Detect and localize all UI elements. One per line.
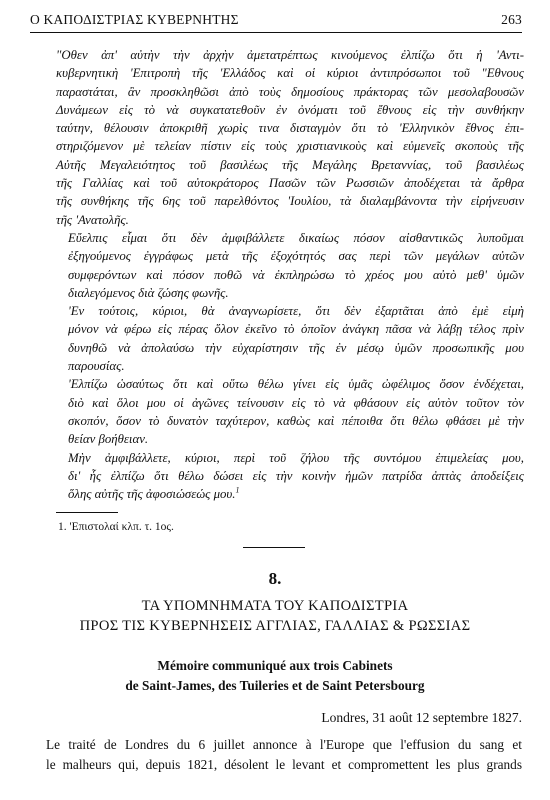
text-line: θείαν βοήθειαν.	[68, 432, 149, 447]
section-separator	[243, 547, 305, 548]
french-text	[30, 735, 522, 775]
text-line: δι' ἧς ἐλπίζω ὅτι θέλω δώσει εἰς τὴν κοινὴν ἡμῶν πατρίδα ἀπτὰς ἀποδείξεις	[68, 468, 524, 483]
text-line: Μὴν ἀμφιβάλλετε, κύριοι, περὶ τοῦ ζήλου τῆς συντόμου ἐπιμελείας μου,	[68, 450, 524, 465]
section-title	[0, 597, 550, 636]
greek-paragraph-5	[56, 449, 524, 504]
footnote-marker: 1	[235, 485, 240, 495]
running-head	[30, 12, 522, 30]
text-line: 'Εν τούτοις, κύριοι, θὰ ἀναγνωρίσετε, ὅτι δὲν ἐξαρτᾶται ἀπὸ ἐμὲ εἰμὴ	[68, 304, 524, 319]
greek-paragraph-2	[56, 229, 524, 302]
text-line: συμφερόντων καὶ πόσον ποθῶ νὰ ἐκπληρώσω τὸ χρέος μου αὐτὸ μεθ' ὑμῶν	[68, 267, 524, 282]
text-line: Αὐτῆς Μεγαλειότητος τοῦ βασιλέως τῆς Μεγάλης Βρεταννίας, τοῦ βασιλέως	[56, 157, 524, 172]
text-line: διὸ καὶ ὅλοι μου οἱ ἀγῶνες τείνουσιν εἰς τὸ νὰ φθάσουν εἰς αὐτὸν τοῦτον τὸν	[68, 395, 524, 410]
section-title-line: ΤΑ ΥΠΟΜΝΗΜΑΤΑ ΤΟΥ ΚΑΠΟΔΙΣΤΡΙΑ	[141, 598, 409, 614]
text-line: "Οθεν ἀπ' αὐτὴν τὴν ἀρχὴν ἀμετατρέπτως κινούμενος ἐλπίζω ὅτι ἡ 'Αντι-	[56, 48, 524, 62]
dateline: Londres, 31 août 12 septembre 1827.	[321, 710, 522, 725]
footnote: 1. 'Επιστολαί κλπ. τ. 1ος.	[58, 521, 174, 533]
text-line: στηριζόμενον μὲ τελείαν πίστιν εἰς τοὺς χριστιανικοὺς καὶ εὐμενεῖς σκοποὺς τῆς	[56, 139, 524, 154]
text-line: διαλεγόμενος διὰ ζώσης φωνῆς.	[68, 285, 229, 300]
text-line-content: ὅλης αὐτῆς τῆς ἀφοσιώσεώς μου.	[68, 487, 236, 502]
text-line: τῆς Γαλλίας καὶ τοῦ αὐτοκράτορος Πασῶν τῶν Ρωσσιῶν ἀποδέχεται τὰ ἄρθρα	[56, 176, 524, 191]
text-line: ταύτην, θέλουσιν ἀποκριθῆ χωρὶς τινα δισταγμὸν ὅτι τὸ 'Ελληνικὸν ἔθνος ἐπι-	[56, 121, 524, 136]
text-line: ἐξηγούμενος ἐγγράφως μετὰ τῆς ἐξοχότητός σας περὶ τῶν μεγάλων αὐτῶν	[68, 249, 524, 264]
section-title-line: ΠΡΟΣ ΤΙΣ ΚΥΒΕΡΝΗΣΕΙΣ ΑΓΓΛΙΑΣ, ΓΑΛΛΙΑΣ & ΡΩΣΣΙΑΣ	[79, 617, 471, 634]
running-head-title: Ο ΚΑΠΟΔΙΣΤΡΙΑΣ ΚΥΒΕΡΝΗΤΗΣ	[30, 12, 239, 27]
text-line: σκοπόν, ὅσον τὸ δυνατὸν ταχύτερον, καθὼς καὶ πέποιθα ὅτι θέλω φθάσει μὲ τὴν	[68, 413, 524, 428]
footnote-rule	[56, 512, 118, 513]
header-rule	[30, 32, 522, 33]
memoire-heading-line: Mémoire communiqué aux trois Cabinets	[157, 658, 393, 673]
text-line: τῆς 'Ανατολῆς.	[56, 212, 129, 227]
section-number: 8.	[268, 569, 282, 588]
french-paragraph	[30, 735, 522, 775]
text-line: δυνηθῶ νὰ ἀπολαύσω τὴν εὐχαρίστησιν τῆς ἐν μέσῳ ὑμῶν προσωπικῆς μου	[68, 340, 524, 355]
memoire-heading-line: de Saint-James, des Tuileries et de Saint Petersbourg	[125, 677, 425, 693]
text-line: le malheurs qui, depuis 1821, désolent le levant et compromettent les plus grands	[46, 756, 522, 772]
memoire-heading	[0, 656, 550, 695]
page-number: 263	[501, 12, 522, 27]
text-line: μόνον νὰ φέρω εἰς πέρας ὅλον ἐκεῖνο τὸ ὁποῖον ἀνάγκη πᾶσα νὰ λάβῃ τέλος πρὶν	[68, 322, 524, 337]
greek-paragraph-1	[56, 46, 524, 229]
text-line: τῆς συνθήκης τῆς 6ης τοῦ παρελθόντος 'Ιουλίου, τὰ διαλαμβάνοντα τὴν εἰρήνευσιν	[56, 194, 524, 209]
text-line: κυβερνητικὴ 'Επιτροπὴ τῆς 'Ελλάδος καὶ οἱ κύριοι ἀντιπρόσωποι τοῦ "Εθνους	[56, 66, 524, 81]
text-line: παραστάται, ἂν προσκληθῶσι ἀπὸ τοὺς δημοσίους πράκτορας τῶν μεσολαβουσῶν	[56, 84, 524, 99]
text-line: Le traité de Londres du 6 juillet annonce à l'Europe que l'effusion du sang et	[46, 737, 522, 752]
greek-paragraph-4	[56, 375, 524, 448]
text-line: Δυνάμεων εἰς τὸ νὰ συγκατατεθοῦν ἐν ὀνόματι τοῦ ἔθνους εἰς τὴν συνθήκην	[56, 102, 524, 117]
text-line: παρουσίας.	[68, 359, 125, 374]
text-line	[56, 485, 524, 503]
text-line: Εὔελπις εἶμαι ὅτι δὲν ἀμφιβάλλετε δικαίως πόσον αἰσθαντικῶς λυποῦμαι	[68, 230, 524, 245]
greek-letter-text	[56, 46, 524, 503]
greek-paragraph-3	[56, 302, 524, 375]
text-line: 'Ελπίζω ὡσαύτως ὅτι καὶ οὕτω θέλω γίνει εἰς ὑμᾶς ὠφέλιμος ὅσον ἐνδέχεται,	[68, 377, 524, 392]
